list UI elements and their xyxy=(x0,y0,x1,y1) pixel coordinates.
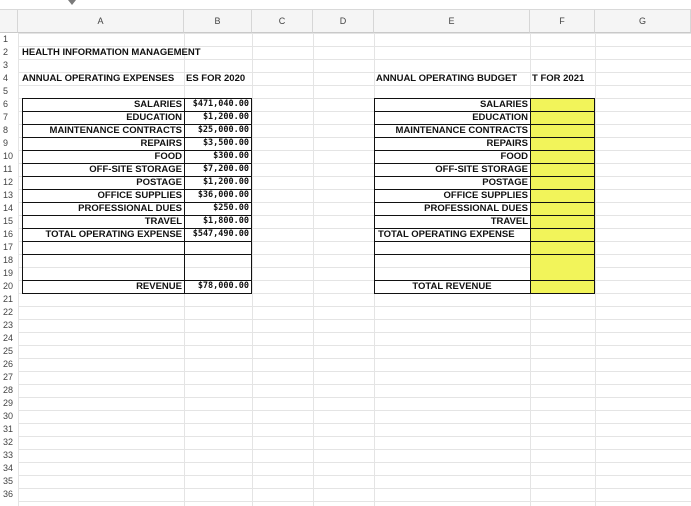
column-header-e[interactable]: E xyxy=(374,10,530,33)
horizontal-gridline xyxy=(18,85,691,86)
budget-label[interactable]: POSTAGE xyxy=(482,177,528,188)
horizontal-gridline xyxy=(18,475,691,476)
expense-label[interactable]: FOOD xyxy=(154,151,182,162)
row-header-23[interactable]: 23 xyxy=(3,320,14,330)
cell-b4-header[interactable]: ES FOR 2020 xyxy=(186,73,246,84)
budget-input-cell[interactable] xyxy=(530,215,594,228)
budget-input-cell[interactable] xyxy=(530,111,594,124)
row-header-34[interactable]: 34 xyxy=(3,463,14,473)
budget-label[interactable]: OFFICE SUPPLIES xyxy=(443,190,528,201)
horizontal-gridline xyxy=(18,449,691,450)
horizontal-gridline xyxy=(18,59,691,60)
column-header-f[interactable]: F xyxy=(530,10,595,33)
row-header-32[interactable]: 32 xyxy=(3,437,14,447)
budget-input-cell[interactable] xyxy=(530,163,594,176)
column-header-c[interactable]: C xyxy=(252,10,313,33)
row-header-3[interactable]: 3 xyxy=(3,60,9,70)
row-header-20[interactable]: 20 xyxy=(3,281,14,291)
row-header-19[interactable]: 19 xyxy=(3,268,14,278)
row-header-36[interactable]: 36 xyxy=(3,489,14,499)
horizontal-gridline xyxy=(18,397,691,398)
expense-value[interactable]: $7,200.00 xyxy=(202,164,249,174)
column-header-b[interactable]: B xyxy=(184,10,252,33)
expense-value[interactable]: $1,200.00 xyxy=(202,112,249,122)
budget-label[interactable]: FOOD xyxy=(500,151,528,162)
budget-input-cell[interactable] xyxy=(530,98,594,111)
expense-label[interactable]: REPAIRS xyxy=(140,138,182,149)
row-header-6[interactable]: 6 xyxy=(3,99,9,109)
horizontal-gridline xyxy=(18,33,691,34)
horizontal-gridline xyxy=(18,371,691,372)
budget-input-cell[interactable] xyxy=(530,189,594,202)
expense-value[interactable]: $471,040.00 xyxy=(192,99,249,109)
row-header-21[interactable]: 21 xyxy=(3,294,14,304)
expense-label[interactable]: POSTAGE xyxy=(136,177,182,188)
column-header-d[interactable]: D xyxy=(313,10,374,33)
row-header-5[interactable]: 5 xyxy=(3,86,9,96)
budget-label[interactable]: MAINTENANCE CONTRACTS xyxy=(395,125,528,136)
horizontal-gridline xyxy=(18,384,691,385)
row-header-26[interactable]: 26 xyxy=(3,359,14,369)
expense-label[interactable]: TOTAL OPERATING EXPENSE xyxy=(45,229,182,240)
budget-label[interactable]: PROFESSIONAL DUES xyxy=(424,203,528,214)
horizontal-gridline xyxy=(18,423,691,424)
horizontal-gridline xyxy=(18,332,691,333)
revenue-value[interactable]: $78,000.00 xyxy=(197,281,249,291)
row-header-16[interactable]: 16 xyxy=(3,229,14,239)
expense-value[interactable]: $3,500.00 xyxy=(202,138,249,148)
expense-value[interactable]: $547,490.00 xyxy=(192,229,249,239)
row-header-33[interactable]: 33 xyxy=(3,450,14,460)
horizontal-gridline xyxy=(18,306,691,307)
horizontal-gridline xyxy=(18,436,691,437)
expense-label[interactable]: OFF-SITE STORAGE xyxy=(89,164,182,175)
horizontal-gridline xyxy=(18,345,691,346)
budget-label[interactable]: TRAVEL xyxy=(490,216,528,227)
row-header-10[interactable]: 10 xyxy=(3,151,14,161)
row-header-2[interactable]: 2 xyxy=(3,47,9,57)
expense-value[interactable]: $36,000.00 xyxy=(197,190,249,200)
expense-value[interactable]: $25,000.00 xyxy=(197,125,249,135)
row-header-35[interactable]: 35 xyxy=(3,476,14,486)
horizontal-gridline xyxy=(18,358,691,359)
row-header-13[interactable]: 13 xyxy=(3,190,14,200)
horizontal-gridline xyxy=(18,488,691,489)
row-header-17[interactable]: 17 xyxy=(3,242,14,252)
budget-label[interactable]: REPAIRS xyxy=(486,138,528,149)
budget-label[interactable]: SALARIES xyxy=(479,99,528,110)
row-header-8[interactable]: 8 xyxy=(3,125,9,135)
row-header-7[interactable]: 7 xyxy=(3,112,9,122)
expense-label[interactable]: OFFICE SUPPLIES xyxy=(97,190,182,201)
budget-label[interactable]: OFF-SITE STORAGE xyxy=(435,164,528,175)
dropdown-arrow-icon[interactable] xyxy=(68,0,76,5)
horizontal-gridline xyxy=(18,319,691,320)
total-revenue-row-line xyxy=(374,254,594,255)
row-header-29[interactable]: 29 xyxy=(3,398,14,408)
expense-value[interactable]: $250.00 xyxy=(213,203,249,213)
budget-input-cell[interactable] xyxy=(530,202,594,215)
row-header-25[interactable]: 25 xyxy=(3,346,14,356)
row-header-15[interactable]: 15 xyxy=(3,216,14,226)
row-header-31[interactable]: 31 xyxy=(3,424,14,434)
revenue-row-line xyxy=(22,254,251,255)
horizontal-gridline xyxy=(18,410,691,411)
total-revenue-input-cell[interactable] xyxy=(530,280,594,293)
cell-f4-header[interactable]: T FOR 2021 xyxy=(532,73,585,84)
total-revenue-label[interactable]: TOTAL REVENUE xyxy=(412,281,492,292)
expense-label[interactable]: TRAVEL xyxy=(144,216,182,227)
budget-input-cell[interactable] xyxy=(530,150,594,163)
row-header-28[interactable]: 28 xyxy=(3,385,14,395)
row-header-9[interactable]: 9 xyxy=(3,138,9,148)
row-header-18[interactable]: 18 xyxy=(3,255,14,265)
expense-value[interactable]: $1,800.00 xyxy=(202,216,249,226)
budget-label[interactable]: EDUCATION xyxy=(472,112,528,123)
cell-a4-header[interactable]: ANNUAL OPERATING EXPENSES xyxy=(22,73,175,84)
row-header-11[interactable]: 11 xyxy=(3,164,13,174)
row-header-4[interactable]: 4 xyxy=(3,73,9,83)
column-header-g[interactable]: G xyxy=(595,10,691,33)
horizontal-gridline xyxy=(18,462,691,463)
expense-label[interactable]: PROFESSIONAL DUES xyxy=(78,203,182,214)
budget-input-cell[interactable] xyxy=(530,137,594,150)
row-header-27[interactable]: 27 xyxy=(3,372,14,382)
expense-value[interactable]: $1,200.00 xyxy=(202,177,249,187)
expense-value[interactable]: $300.00 xyxy=(213,151,249,161)
column-header-a[interactable]: A xyxy=(18,10,184,33)
row-header-14[interactable]: 14 xyxy=(3,203,14,213)
row-header-12[interactable]: 12 xyxy=(3,177,14,187)
budget-label[interactable]: TOTAL OPERATING EXPENSE xyxy=(378,229,515,240)
cell-a2-title[interactable]: HEALTH INFORMATION MANAGEMENT xyxy=(22,47,201,58)
row-header-1[interactable]: 1 xyxy=(3,34,9,44)
budget-input-cell[interactable] xyxy=(530,124,594,137)
corner-cell[interactable] xyxy=(0,10,18,33)
expense-label[interactable]: MAINTENANCE CONTRACTS xyxy=(49,125,182,136)
budget-input-cell[interactable] xyxy=(530,176,594,189)
horizontal-gridline xyxy=(18,501,691,502)
row-header-24[interactable]: 24 xyxy=(3,333,14,343)
revenue-label[interactable]: REVENUE xyxy=(136,281,182,292)
formula-bar-strip xyxy=(0,0,691,10)
cell-e4-header[interactable]: ANNUAL OPERATING BUDGET xyxy=(376,73,518,84)
row-header-22[interactable]: 22 xyxy=(3,307,14,317)
expense-label[interactable]: EDUCATION xyxy=(126,112,182,123)
expense-label[interactable]: SALARIES xyxy=(133,99,182,110)
budget-input-cell[interactable] xyxy=(530,228,594,241)
row-header-30[interactable]: 30 xyxy=(3,411,14,421)
